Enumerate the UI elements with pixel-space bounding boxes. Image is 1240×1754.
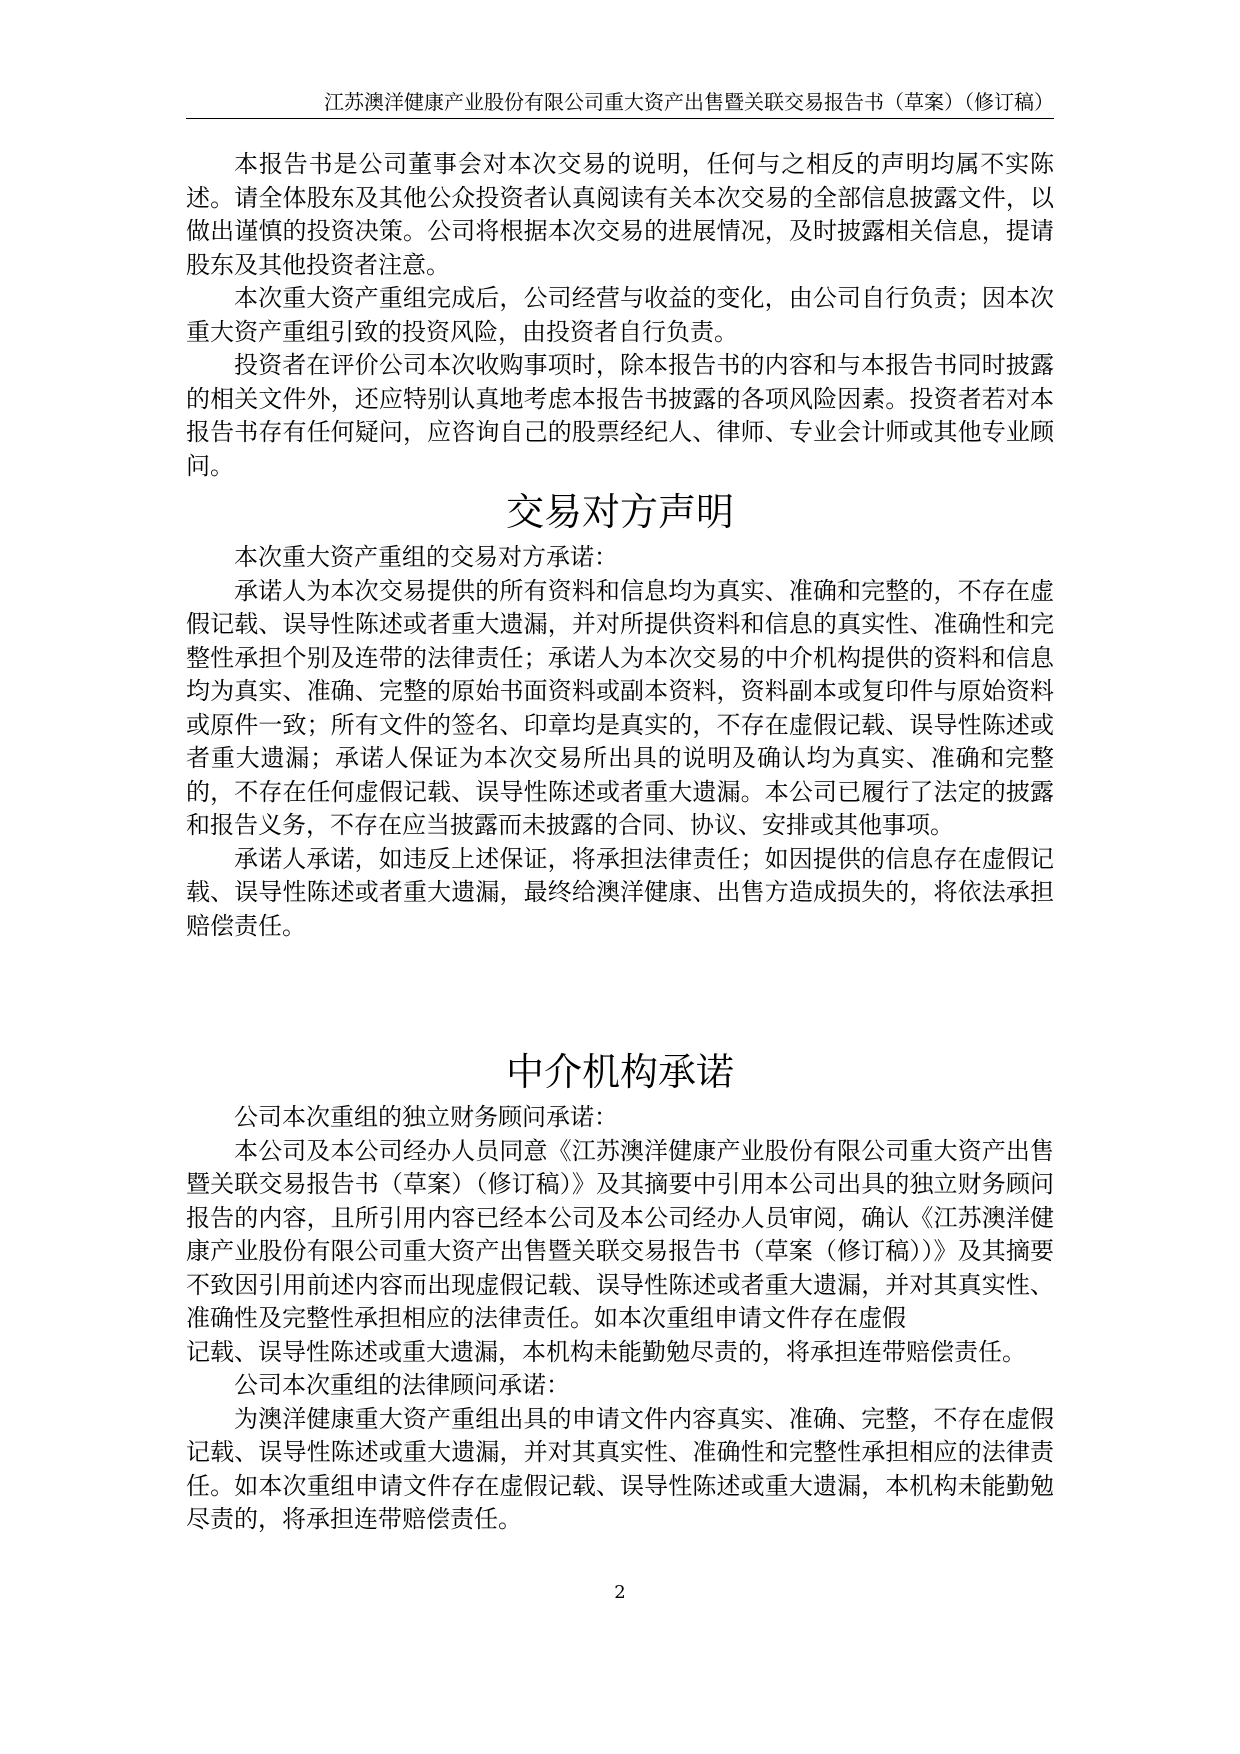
intermediary-paragraph-2: 本公司及本公司经办人员同意《江苏澳洋健康产业股份有限公司重大资产出售暨关联交易报告书（草案）（修订稿）》及其摘要中引用本公司出具的独立财务顾问报告的内容，且所引用内容已经本公司及本公司经办人员审阅，确认《江苏澳洋健康产业股份有限公司重大资产出售暨关联交易报告书（草案（修订稿））》及其摘要不致因引用前述内容而出现虚假记载、误导性陈述或者重大遗漏，并对其真实性、准确性及完整性承担相应的法律责任。如本次重组申请文件存在虚假 [186,1136,1054,1332]
intro-paragraph-2: 本次重大资产重组完成后，公司经营与收益的变化，由公司自行负责；因本次重大资产重组引致的投资风险，由投资者自行负责。 [186,284,1054,346]
intermediary-paragraph-4: 为澳洋健康重大资产重组出具的申请文件内容真实、准确、完整，不存在虚假记载、误导性陈述或重大遗漏，并对其真实性、准确性和完整性承担相应的法律责任。如本次重组申请文件存在虚假记载、误导性陈述或重大遗漏，本机构未能勤勉尽责的，将承担连带赔偿责任。 [186,1404,1054,1533]
intermediary-paragraph-2-continued: 记载、误导性陈述或重大遗漏，本机构未能勤勉尽责的，将承担连带赔偿责任。 [186,1337,1026,1366]
counterparty-paragraph-1: 本次重大资产重组的交易对方承诺： [234,543,618,571]
counterparty-paragraph-3: 承诺人承诺，如违反上述保证，将承担法律责任；如因提供的信息存在虚假记载、误导性陈述或者重大遗漏，最终给澳洋健康、出售方造成损失的，将依法承担赔偿责任。 [186,844,1054,940]
intermediary-paragraph-1: 公司本次重组的独立财务顾问承诺： [234,1103,618,1131]
counterparty-paragraph-2: 承诺人为本次交易提供的所有资料和信息均为真实、准确和完整的，不存在虚假记载、误导性陈述或者重大遗漏，并对所提供资料和信息的真实性、准确性和完整性承担个别及连带的法律责任；承诺人为本次交易的中介机构提供的资料和信息均为真实、准确、完整的原始书面资料或副本资料，资料副本或复印件与原始资料或原件一致；所有文件的签名、印章均是真实的，不存在虚假记载、误导性陈述或者重大遗漏；承诺人保证为本次交易所出具的说明及确认均为真实、准确和完整的，不存在任何虚假记载、误导性陈述或者重大遗漏。本公司已履行了法定的披露和报告义务，不存在应当披露而未披露的合同、协议、安排或其他事项。 [186,576,1054,839]
page-number: 2 [614,1582,626,1603]
intermediary-paragraph-3: 公司本次重组的法律顾问承诺： [234,1371,570,1399]
intermediary-heading: 中介机构承诺 [505,1050,734,1094]
document-body [186,148,1054,1537]
section-spacer [186,943,1054,1043]
intro-paragraph-1: 本报告书是公司董事会对本次交易的说明，任何与之相反的声明均属不实陈述。请全体股东及其他公众投资者认真阅读有关本次交易的全部信息披露文件，以做出谨慎的投资决策。公司将根据本次交易的进展情况，及时披露相关信息，提请股东及其他投资者注意。 [186,150,1054,279]
header-title: 江苏澳洋健康产业股份有限公司重大资产出售暨关联交易报告书（草案）（修订稿） [324,90,1054,114]
counterparty-heading: 交易对方声明 [505,490,734,534]
page-header [186,88,1054,119]
intro-paragraph-3: 投资者在评价公司本次收购事项时，除本报告书的内容和与本报告书同时披露的相关文件外，还应特别认真地考虑本报告书披露的各项风险因素。投资者若对本报告书存有任何疑问，应咨询自己的股票经纪人、律师、专业会计师或其他专业顾问。 [186,351,1054,480]
